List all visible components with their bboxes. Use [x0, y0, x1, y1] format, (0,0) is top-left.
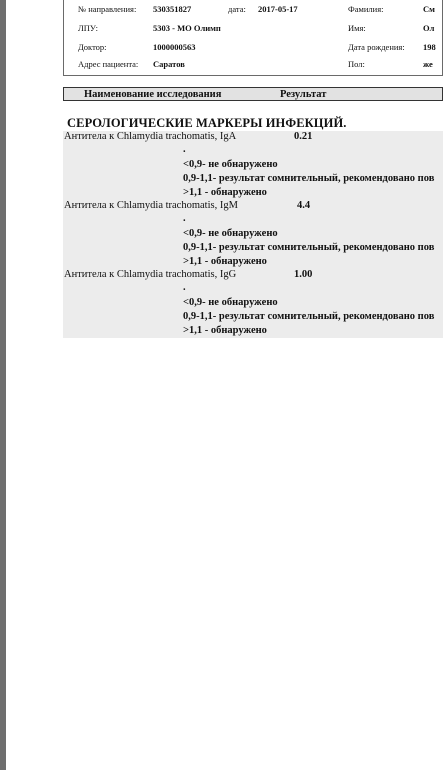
reference-positive: >1,1 - обнаружено [183, 187, 267, 198]
birthdate-label: Дата рождения: [348, 42, 405, 52]
birthdate-value: 198 [423, 42, 436, 52]
reference-dot: . [183, 144, 186, 155]
reference-negative: <0,9- не обнаружено [183, 297, 278, 308]
test-value: 4.4 [297, 200, 311, 211]
address-value: Саратов [153, 59, 185, 69]
test-name: Антитела к Chlamydia trachomatis, IgA [64, 131, 237, 142]
test-name: Антитела к Chlamydia trachomatis, IgG [64, 269, 237, 280]
reference-doubtful: 0,9-1,1- результат сомнительный, рекомендовано пов [183, 173, 435, 184]
reference-doubtful: 0,9-1,1- результат сомнительный, рекомендовано пов [183, 311, 435, 322]
sex-label: Пол: [348, 59, 365, 69]
test-row [63, 131, 443, 200]
column-header-result: Результат [280, 89, 327, 100]
test-value: 0.21 [294, 131, 313, 142]
sex-value: же [423, 59, 433, 69]
address-label: Адрес пациента: [78, 59, 139, 69]
doctor-value: 1000000563 [153, 42, 196, 52]
test-value: 1.00 [294, 269, 313, 280]
direction-value: 530351827 [153, 4, 192, 14]
direction-label: № направления: [78, 4, 137, 14]
lpu-label: ЛПУ: [78, 23, 98, 33]
reference-positive: >1,1 - обнаружено [183, 256, 267, 267]
surname-label: Фамилия: [348, 4, 384, 14]
results-table-header [63, 87, 443, 101]
reference-dot: . [183, 282, 186, 293]
name-label: Имя: [348, 23, 366, 33]
reference-negative: <0,9- не обнаружено [183, 159, 278, 170]
reference-doubtful: 0,9-1,1- результат сомнительный, рекомендовано пов [183, 242, 435, 253]
test-row [63, 269, 443, 338]
date-label: дата: [228, 4, 246, 14]
reference-negative: <0,9- не обнаружено [183, 228, 278, 239]
reference-dot: . [183, 213, 186, 224]
test-row [63, 200, 443, 269]
date-value: 2017-05-17 [258, 4, 298, 14]
column-header-name: Наименование исследования [84, 89, 222, 100]
section-title: СЕРОЛОГИЧЕСКИЕ МАРКЕРЫ ИНФЕКЦИЙ. [67, 116, 347, 130]
reference-positive: >1,1 - обнаружено [183, 325, 267, 336]
test-name: Антитела к Chlamydia trachomatis, IgM [64, 200, 238, 211]
doctor-label: Доктор: [78, 42, 107, 52]
lpu-value: 5303 - МО Олимп [153, 23, 221, 33]
name-value: Ол [423, 23, 435, 33]
page-left-edge [0, 0, 6, 770]
surname-value: См [423, 4, 435, 14]
